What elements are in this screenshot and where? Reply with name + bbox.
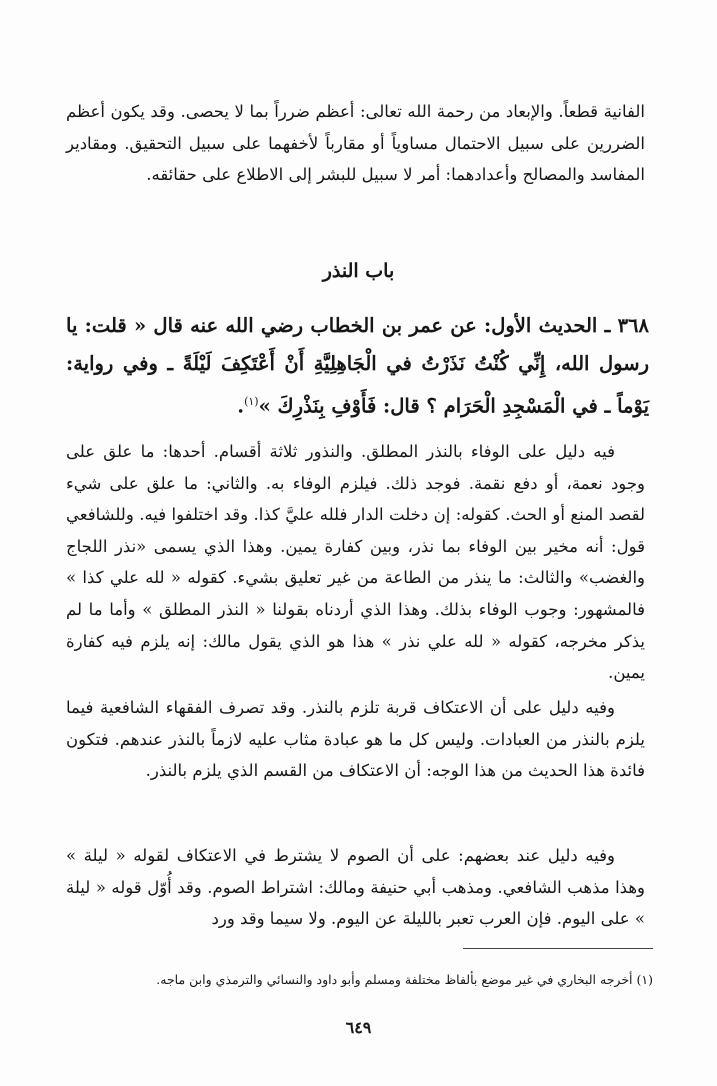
hadith-text: ـ الحديث الأول: عن عمر بن الخطاب رضي الله عنه قال « قلت: يا رسول الله، إِنِّي كُنْتُ نَذَرْتُ في الْجَاهِلِيَّةِ أَنْ أَعْتَكِفَ لَيْلَةً ـ وفي رواية: يَوْماً ـ في الْمَسْجِدِ الْحَرَام ؟ قال: فَأَوْفِ بِنَذْرِكَ » — [66, 314, 649, 418]
commentary-paragraph-2 — [66, 692, 645, 787]
page-number: ٦٤٩ — [345, 1018, 372, 1037]
commentary-paragraph-3 — [66, 840, 645, 935]
paragraph-continuation: الفانية قطعاً. والإبعاد من رحمة الله تعالى: أعظم ضرراً بما لا يحصى. وقد يكون أعظم الضررين على سبيل الاحتمال مساوياً أو مقارباً لأخفهما على سبيل التحقيق. ومقادير المفاسد والمصالح وأعدادهما: أمر لا سبيل للبشر إلى الاطلاع على حقائقه. — [66, 102, 645, 185]
commentary-paragraph-2-text: وفيه دليل على أن الاعتكاف قربة تلزم بالنذر. وقد تصرف الفقهاء الشافعية فيما يلزم بالنذر من العبادات. وليس كل ما هو عبادة مثاب عليه لازماً بالنذر عندهم. فتكون فائدة هذا الحديث من هذا الوجه: أن الاعتكاف من القسم الذي يلزم بالنذر. — [66, 698, 645, 781]
hadith-block: ٣٦٨ ـ الحديث الأول: عن عمر بن الخطاب رضي الله عنه قال « قلت: يا رسول الله، إِنِّي كُنْتُ نَذَرْتُ في الْجَاهِلِيَّةِ أَنْ أَعْتَكِفَ لَيْلَةً ـ وفي رواية: يَوْماً ـ في الْمَسْجِدِ الْحَرَام ؟ قال: فَأَوْفِ بِنَذْرِكَ »$^{(١)}$. — [66, 314, 649, 418]
commentary-paragraph-1-text: فيه دليل على الوفاء بالنذر المطلق. والنذور ثلاثة أقسام. أحدها: ما علق على وجود نعمة، أو دفع نقمة. فوجد ذلك. فيلزم الوفاء به. والثاني: ما علق على شيء لقصد المنع أو الحث. كقوله: إن دخلت الدار فلله عليَّ كذا. وقد اختلفوا فيه. وللشافعي قول: أنه مخير بين الوفاء بما نذر، وبين كفارة يمين. وهذا الذي يسمى «نذر اللجاج والغضب» والثالث: ما ينذر من الطاعة من غير تعليق بشيء. كقوله « لله علي كذا » فالمشهور: وجوب الوفاء بذلك. وهذا الذي أردناه بقولنا « النذر المطلق » وأما ما لم يذكر مخرجه، كقوله « لله علي نذر » هذا هو الذي يقول مالك: إنه يلزم فيه كفارة يمين. — [66, 442, 645, 683]
footnote: (١) أخرجه البخاري في غير موضع بألفاظ مختلفة ومسلم وأبو داود والنسائي والترمذي وابن ماجه. — [156, 972, 653, 987]
footnote-divider — [463, 948, 653, 949]
chapter-title: باب النذر — [322, 260, 395, 282]
commentary-paragraph-3-text: وفيه دليل عند بعضهم: على أن الصوم لا يشترط في الاعتكاف لقوله « ليلة » وهذا مذهب الشافعي. ومذهب أبي حنيفة ومالك: اشتراط الصوم. وقد أُوّل قوله « ليلة » على اليوم. فإن العرب تعبر بالليلة عن اليوم. ولا سيما وقد ورد — [66, 846, 645, 929]
hadith-number: ٣٦٨ — [617, 314, 649, 337]
commentary-paragraph-1 — [66, 436, 645, 689]
footnote-reference[interactable]: (١) — [244, 395, 259, 408]
